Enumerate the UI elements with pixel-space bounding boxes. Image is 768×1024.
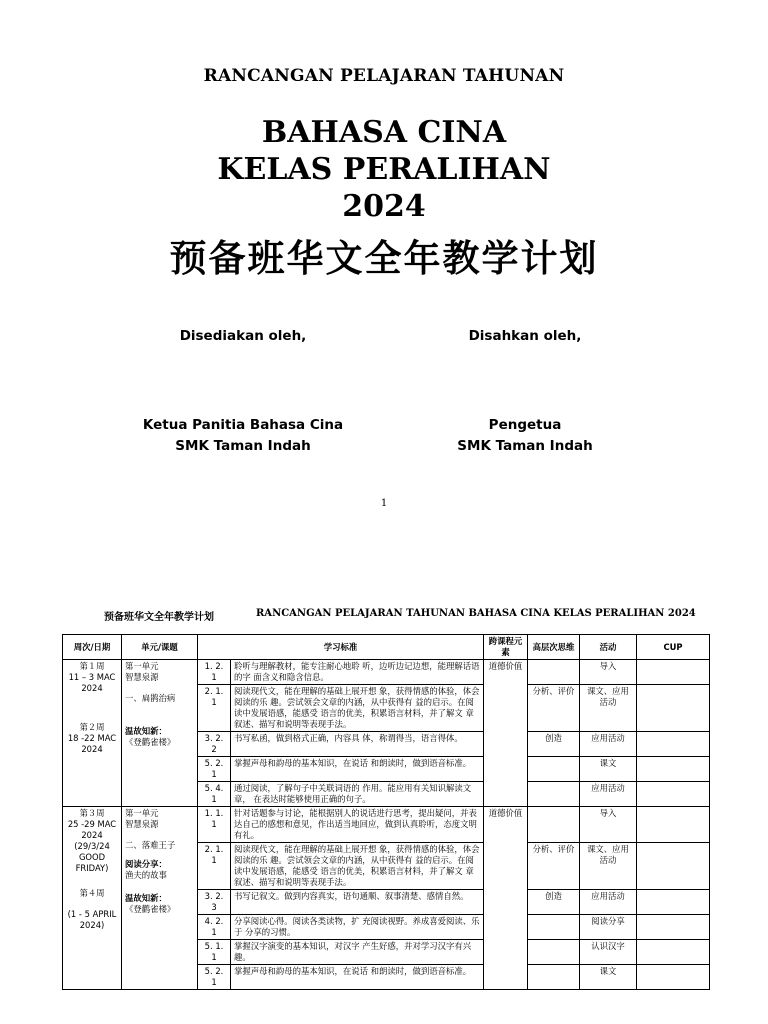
review-label: 温故知新：	[125, 726, 167, 736]
standard-code: 5. 2. 1	[198, 757, 231, 782]
hots-cell	[528, 807, 580, 843]
standard-text: 分享阅读心得。阅读各类读物，扩 充阅读视野。养成喜爱阅读、乐于 分享的习惯。	[231, 915, 484, 940]
activity-cell: 阅读分享	[580, 915, 637, 940]
share-label: 阅读分享：	[125, 859, 167, 869]
cup-cell	[637, 940, 710, 965]
cross-element-cell: 道德价值	[484, 660, 528, 807]
hots-cell: 创造	[528, 732, 580, 757]
class-title: KELAS PERALIHAN	[217, 152, 551, 187]
review-label: 温故知新：	[125, 893, 167, 903]
cup-cell	[637, 757, 710, 782]
activity-cell: 导入	[580, 807, 637, 843]
cup-cell	[637, 965, 710, 990]
hots-cell: 创造	[528, 890, 580, 915]
week-cell	[63, 660, 122, 807]
standard-text: 掌握汉字演变的基本知识，对汉字 产生好感，并对学习汉字有兴趣。	[231, 940, 484, 965]
page-number: 1	[380, 498, 388, 509]
review-text: 《登鹳雀楼》	[125, 904, 176, 914]
hots-cell: 分析、评价	[528, 685, 580, 732]
standard-text: 聆听与理解教材，能专注耐心地聆 听，边听边记边想，能理解话语的字 面含义和隐含信息。	[231, 660, 484, 685]
cup-cell	[637, 890, 710, 915]
table-header-row	[63, 635, 710, 660]
hots-cell	[528, 757, 580, 782]
hots-cell	[528, 915, 580, 940]
share-text: 渔夫的故事	[125, 870, 167, 880]
cup-cell	[637, 843, 710, 890]
standard-text: 通过阅读，了解句子中关联词语的 作用。能应用有关知识解读文章， 在表达时能够使用正确的句子。	[231, 782, 484, 807]
header-unit: 单元/课题	[122, 635, 198, 660]
unit-title: 第一单元	[125, 661, 159, 671]
cup-cell	[637, 660, 710, 685]
standard-text: 书写私函，做到格式正确，内容具 体，称谓得当，语言得体。	[231, 732, 484, 757]
standard-code: 3. 2. 3	[198, 890, 231, 915]
table-row	[63, 660, 710, 685]
standard-code: 1. 1. 1	[198, 807, 231, 843]
unit-name: 智慧泉源	[125, 672, 159, 682]
cup-cell	[637, 807, 710, 843]
standard-code: 2. 1. 1	[198, 685, 231, 732]
activity-cell: 课文、应用活动	[580, 685, 637, 732]
standard-code: 5. 1. 1	[198, 940, 231, 965]
activity-cell: 应用活动	[580, 732, 637, 757]
subject-title: BAHASA CINA	[261, 115, 507, 150]
week-cell	[63, 807, 122, 990]
header-standard: 学习标准	[198, 635, 484, 660]
week-label: 第１周	[79, 661, 105, 671]
week-label: 第４周	[79, 888, 105, 898]
plan-heading: RANCANGAN PELAJARAN TAHUNAN	[203, 66, 565, 86]
page2-header-left: 预备班华文全年教学计划	[104, 612, 214, 623]
prepared-school: SMK Taman Indah	[175, 438, 311, 454]
standard-code: 3. 2. 2	[198, 732, 231, 757]
standard-text: 掌握声母和韵母的基本知识，在说话 和朗读时，做到语音标准。	[231, 965, 484, 990]
header-week: 周次/日期	[63, 635, 122, 660]
standard-text: 阅读现代文，能在理解的基础上展开想 象，获得情感的体验，体会阅读的乐 趣。尝试领会文章的内涵，从中获得有 益的启示。在阅读中发展语感，能感受 语言的优美，积累语言材料，并了解文 章叙述、描写和说明等表现手法。	[231, 843, 484, 890]
approved-by-label: Disahkan oleh,	[468, 328, 582, 344]
header-activity: 活动	[580, 635, 637, 660]
activity-cell: 课文	[580, 965, 637, 990]
page2-header-right: RANCANGAN PELAJARAN TAHUNAN BAHASA CINA KELAS PERALIHAN 2024	[256, 608, 696, 619]
cup-cell	[637, 915, 710, 940]
header-cup: CUP	[637, 635, 710, 660]
week-label: 第３周	[79, 808, 105, 818]
unit-title: 第一单元	[125, 808, 159, 818]
week-label: 第２周	[79, 722, 105, 732]
activity-cell: 课文、应用活动	[580, 843, 637, 890]
prepared-by-label: Disediakan oleh,	[179, 328, 307, 344]
activity-cell: 导入	[580, 660, 637, 685]
header-cross: 跨课程元素	[484, 635, 528, 660]
unit-name: 智慧泉源	[125, 819, 159, 829]
standard-text: 阅读现代文，能在理解的基础上展开想 象，获得情感的体验，体会阅读的乐 趣。尝试领会文章的内涵，从中获得有 益的启示。在阅读中发展语感，能感受 语言的优美，积累语言材料，并了解文 章叙述、描写和说明等表现手法。	[231, 685, 484, 732]
table-row	[63, 807, 710, 843]
standard-text: 书写记叙文。做到内容真实，语句通顺、叙事清楚、感情自然。	[231, 890, 484, 915]
week-dates: 18 -22 MAC 2024	[67, 733, 117, 754]
standard-text: 掌握声母和韵母的基本知识，在说话 和朗读时，做到语音标准。	[231, 757, 484, 782]
week-dates: 11 – 3 MAC 2024	[68, 672, 116, 693]
activity-cell: 应用活动	[580, 890, 637, 915]
activity-cell: 应用活动	[580, 782, 637, 807]
approved-signatory	[400, 415, 650, 457]
subject-title-block	[0, 114, 768, 225]
activity-cell: 认识汉字	[580, 940, 637, 965]
standard-code: 5. 4. 1	[198, 782, 231, 807]
year-title: 2024	[342, 189, 426, 224]
week-dates: 25 -29 MAC 2024 (29/3/24 GOOD FRIDAY)	[67, 819, 117, 873]
activity-cell: 课文	[580, 757, 637, 782]
hots-cell: 分析、评价	[528, 843, 580, 890]
approved-school: SMK Taman Indah	[457, 438, 593, 454]
standard-code: 1. 2. 1	[198, 660, 231, 685]
standard-code: 5. 2. 1	[198, 965, 231, 990]
lesson-title: 二、落难王子	[125, 840, 176, 850]
hots-cell	[528, 965, 580, 990]
standard-code: 2. 1. 1	[198, 843, 231, 890]
lesson-plan-table	[62, 634, 710, 990]
standard-text: 针对话题参与讨论，能根据别人的说话进行思考，提出疑问，并表达自己的感想和意见，作出适当地回应，做到认真聆听，态度文明有礼。	[231, 807, 484, 843]
prepared-signatory	[118, 415, 368, 457]
cup-cell	[637, 685, 710, 732]
cross-element-cell: 道德价值	[484, 807, 528, 990]
review-text: 《登鹳雀楼》	[125, 737, 176, 747]
chinese-title: 预备班华文全年教学计划	[169, 236, 599, 280]
hots-cell	[528, 660, 580, 685]
unit-cell	[122, 660, 198, 807]
hots-cell	[528, 940, 580, 965]
cup-cell	[637, 782, 710, 807]
prepared-role: Ketua Panitia Bahasa Cina	[142, 417, 344, 433]
hots-cell	[528, 782, 580, 807]
cup-cell	[637, 732, 710, 757]
unit-cell	[122, 807, 198, 990]
standard-code: 4. 2. 1	[198, 915, 231, 940]
lesson-title: 一、扁鹊治病	[125, 693, 176, 703]
header-hots: 高层次思维	[528, 635, 580, 660]
week-dates: (1 - 5 APRIL 2024)	[67, 909, 117, 930]
approved-role: Pengetua	[488, 417, 562, 433]
